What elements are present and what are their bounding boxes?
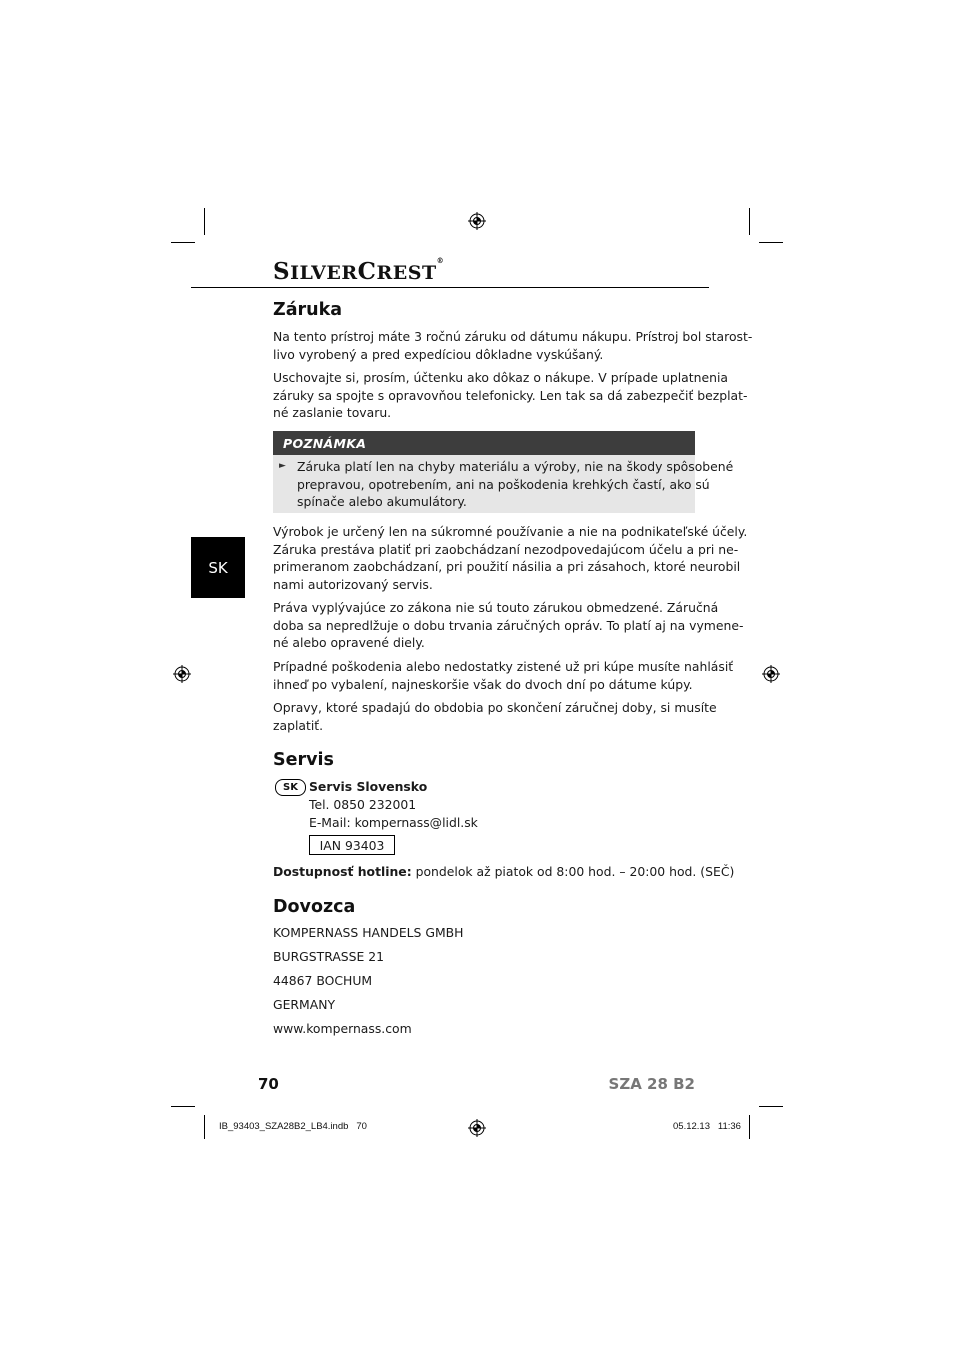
language-tab: SK xyxy=(191,537,245,598)
paragraph: Na tento prístroj máte 3 ročnú záruku od dátumu nákupu. Prístroj bol starost- livo vyrobený a pred expedíciou dôkladne vyskúšaný. xyxy=(273,329,753,362)
crop-mark xyxy=(204,208,205,235)
registration-mark-icon xyxy=(762,665,780,683)
paragraph: Uschovajte si, prosím, účtenku ako dôkaz o nákupe. V prípade uplatnenia záruky sa spojte s opravovňou telefonicky. Len tak sa dá zabezpečiť bezplat- né zaslanie tovaru. xyxy=(273,370,748,420)
hotline-label: Dostupnosť hotline: xyxy=(273,864,412,879)
address-line: 44867 BOCHUM xyxy=(273,973,373,988)
crop-mark xyxy=(204,1115,205,1139)
ian-box: IAN 93403 xyxy=(309,835,395,855)
section-heading-dovozca: Dovozca xyxy=(273,897,356,917)
crop-mark xyxy=(749,208,750,235)
hotline-text: pondelok až piatok od 8:00 hod. – 20:00 hod. (SEČ) xyxy=(411,864,735,879)
note-text: Záruka platí len na chyby materiálu a výroby, nie na škody spôsobené prepravou, opotrebením, ani na poškodenia krehkých častí, ako sú spínače alebo akumulátory. xyxy=(297,459,734,509)
address-line: KOMPERNASS HANDELS GMBH xyxy=(273,925,464,940)
page-number: 70 xyxy=(258,1075,279,1093)
crop-mark xyxy=(171,1106,195,1107)
header-rule xyxy=(191,287,709,288)
crop-mark xyxy=(749,1115,750,1139)
website-link[interactable]: www.kompernass.com xyxy=(273,1021,412,1036)
section-heading-servis: Servis xyxy=(273,750,334,770)
service-tel: Tel. 0850 232001 xyxy=(309,797,417,812)
paragraph: Prípadné poškodenia alebo nedostatky zistené už pri kúpe musíte nahlásiť ihneď po vybalení, najneskoršie však do dvoch dní po dátume kúpy. xyxy=(273,659,734,692)
service-name: Servis Slovensko xyxy=(309,779,428,794)
paragraph: Opravy, ktoré spadajú do obdobia po skončení záručnej doby, si musíte zaplatiť. xyxy=(273,700,717,733)
brand-logo: SILVERCREST® xyxy=(273,256,445,285)
registration-mark-icon xyxy=(468,1119,486,1137)
section-heading-zaruka: Záruka xyxy=(273,300,343,320)
paragraph: Práva vyplývajúce zo zákona nie sú touto zárukou obmedzené. Záručná doba sa nepredlžuje o dobu trvania záručných opráv. To platí aj na vymene- né alebo opravené diely. xyxy=(273,600,744,650)
note-title: POZNÁMKA xyxy=(283,436,367,451)
address-line: BURGSTRASSE 21 xyxy=(273,949,385,964)
hotline-line xyxy=(273,863,734,881)
model-number: SZA 28 B2 xyxy=(608,1075,695,1093)
country-badge: SK xyxy=(275,779,306,796)
crop-mark xyxy=(759,242,783,243)
registration-mark-icon xyxy=(173,665,191,683)
service-email: E-Mail: kompernass@lidl.sk xyxy=(309,815,478,830)
slug-file: IB_93403_SZA28B2_LB4.indb 70 xyxy=(219,1121,367,1132)
crop-mark xyxy=(171,242,195,243)
slug-date: 05.12.13 11:36 xyxy=(673,1121,741,1132)
paragraph: Výrobok je určený len na súkromné používanie a nie na podnikateľské účely. Záruka prestáva platiť pri zaobchádzaní nezodpovedajúcom účelu a pri ne- primeranom zaobchádzaní, pri použití násilia a pri zásahoch, ktoré neurobil nami autorizovaný servis. xyxy=(273,524,748,592)
registration-mark-icon xyxy=(468,212,486,230)
crop-mark xyxy=(759,1106,783,1107)
triangle-bullet-icon: ► xyxy=(279,461,286,471)
address-line: GERMANY xyxy=(273,997,336,1012)
